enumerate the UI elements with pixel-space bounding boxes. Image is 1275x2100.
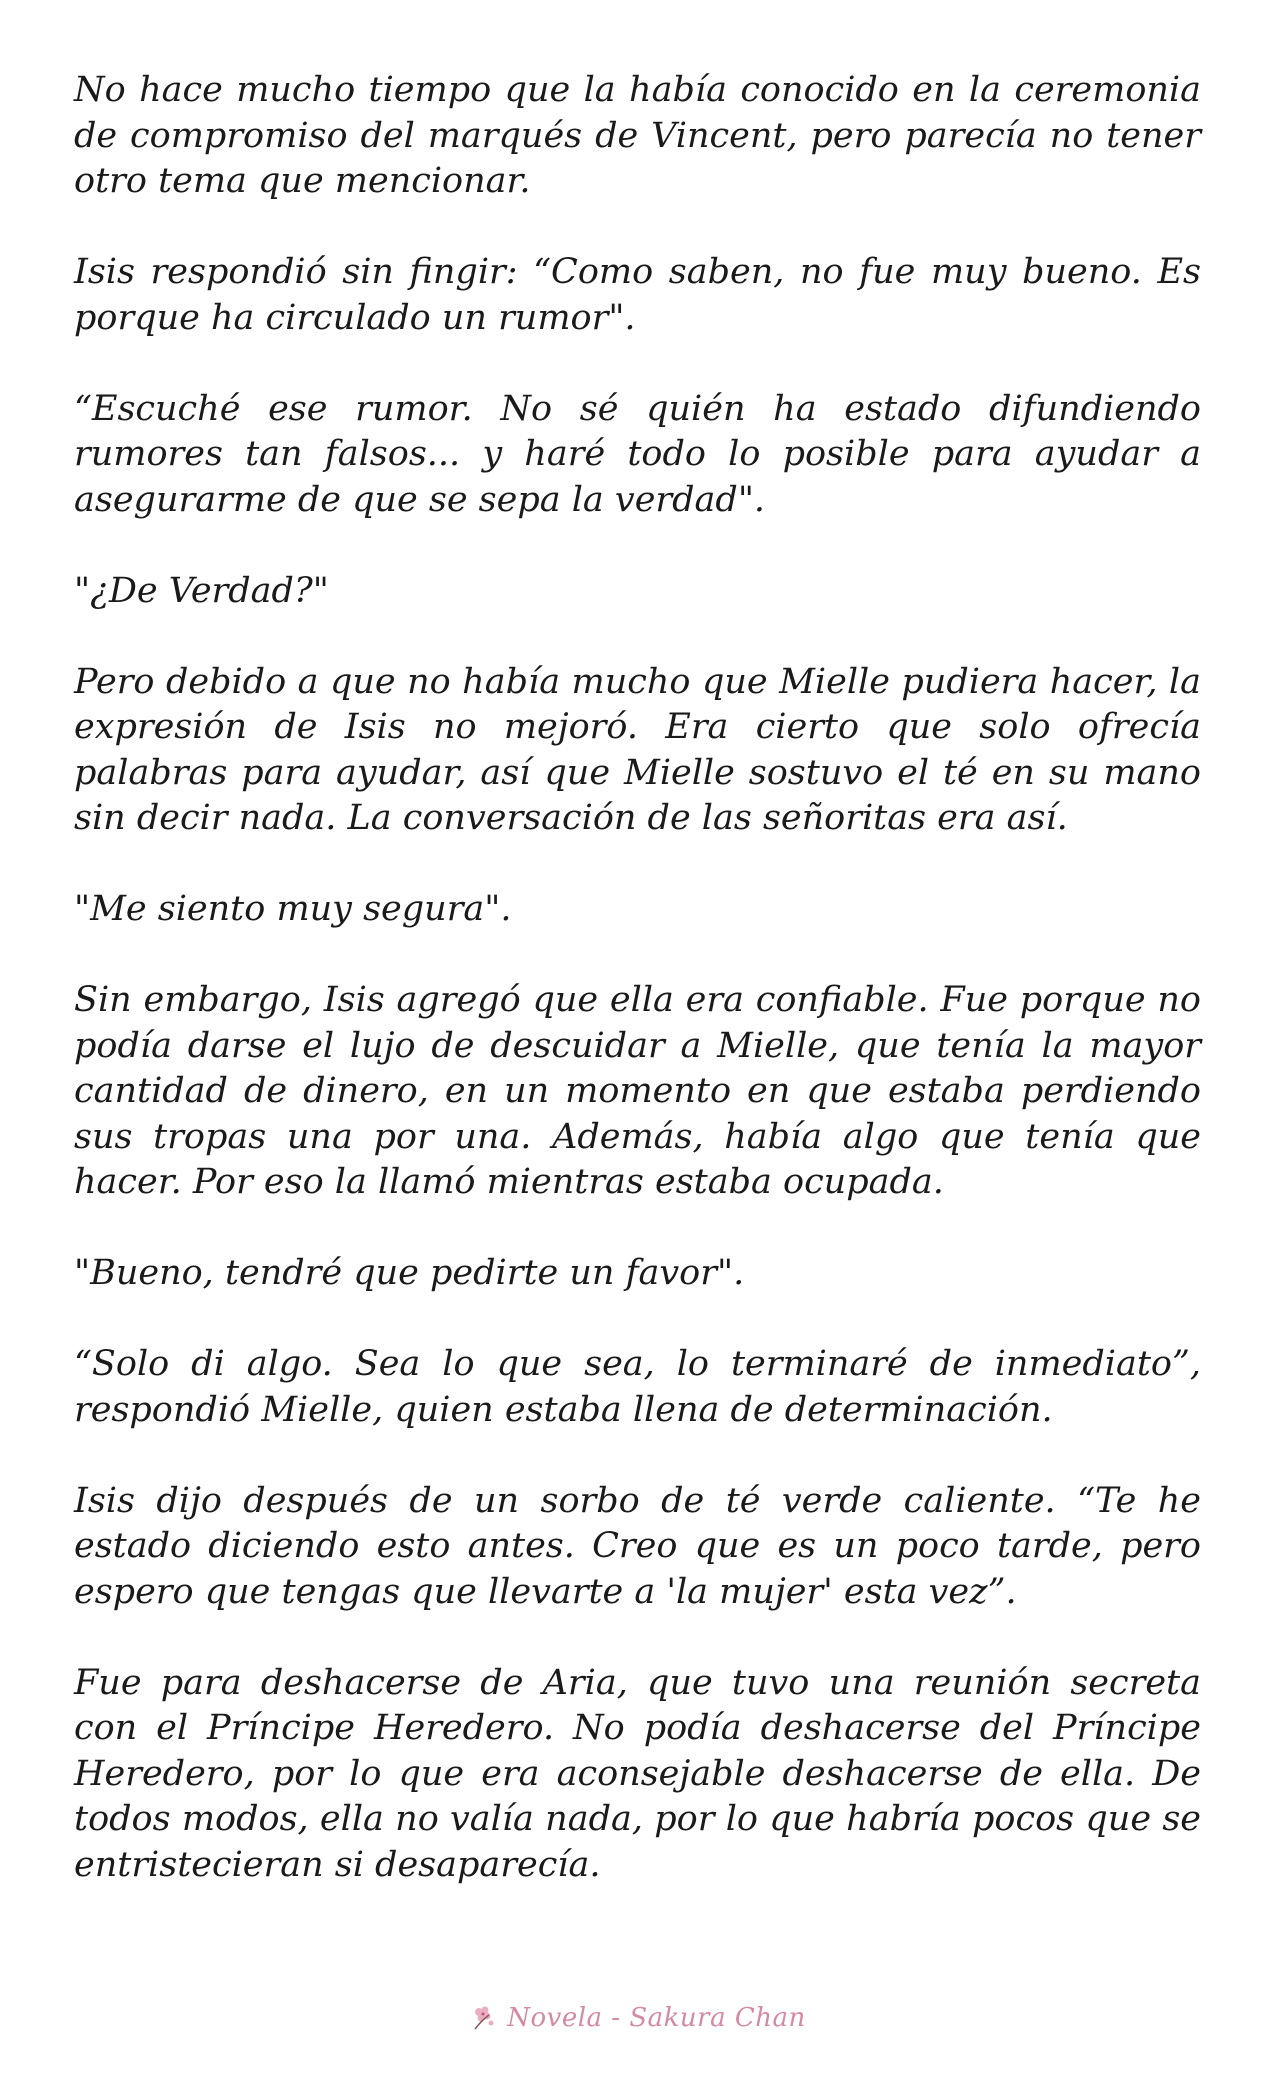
paragraph: “Solo di algo. Sea lo que sea, lo terminaré de inmediato”, respondió Mielle, quien estaba llena de determinación. [74,1344,1201,1430]
paragraph: No hace mucho tiempo que la había conocido en la ceremonia de compromiso del marqués de Vincent, pero parecía no tener otro tema que mencionar. [74,70,1201,201]
paragraph: "¿De Verdad?" [74,570,329,611]
watermark [0,1998,1275,2038]
watermark-text: Novela - Sakura Chan [507,2003,806,2033]
paragraph: "Me siento muy segura". [74,889,512,929]
paragraph: Isis dijo después de un sorbo de té verde caliente. “Te he estado diciendo esto antes. Creo que es un poco tarde, pero espero que tengas que llevarte a 'la mujer' esta vez”. [74,1480,1201,1612]
paragraph: Fue para deshacerse de Aria, que tuvo una reunión secreta con el Príncipe Heredero. No podía deshacerse del Príncipe Heredero, por lo que era aconsejable deshacerse de ella. De todos modos, ella no valía nada, por lo que habría pocos que se entristecieran si desaparecía. [74,1662,1201,1885]
paragraph: Isis respondió sin fingir: “Como saben, no fue muy bueno. Es porque ha circulado un rumor". [74,252,1201,338]
paragraph: “Escuché ese rumor. No sé quién ha estado difundiendo rumores tan falsos... y haré todo lo posible para ayudar a asegurarme de que se sepa la verdad". [74,388,1201,520]
document-body [74,68,1201,1888]
paragraph: Sin embargo, Isis agregó que ella era confiable. Fue porque no podía darse el lujo de descuidar a Mielle, que tenía la mayor cantidad de dinero, en un momento en que estaba perdiendo sus tropas una por una. Además, había algo que tenía que hacer. Por eso la llamó mientras estaba ocupada. [74,980,1201,1202]
sakura-flower-icon [469,2003,499,2033]
paragraph: Pero debido a que no había mucho que Mielle pudiera hacer, la expresión de Isis no mejoró. Era cierto que solo ofrecía palabras para ayudar, así que Mielle sostuvo el té en su mano sin decir nada. La conversación de las señoritas era así. [74,661,1201,838]
paragraph: "Bueno, tendré que pedirte un favor". [74,1253,745,1293]
